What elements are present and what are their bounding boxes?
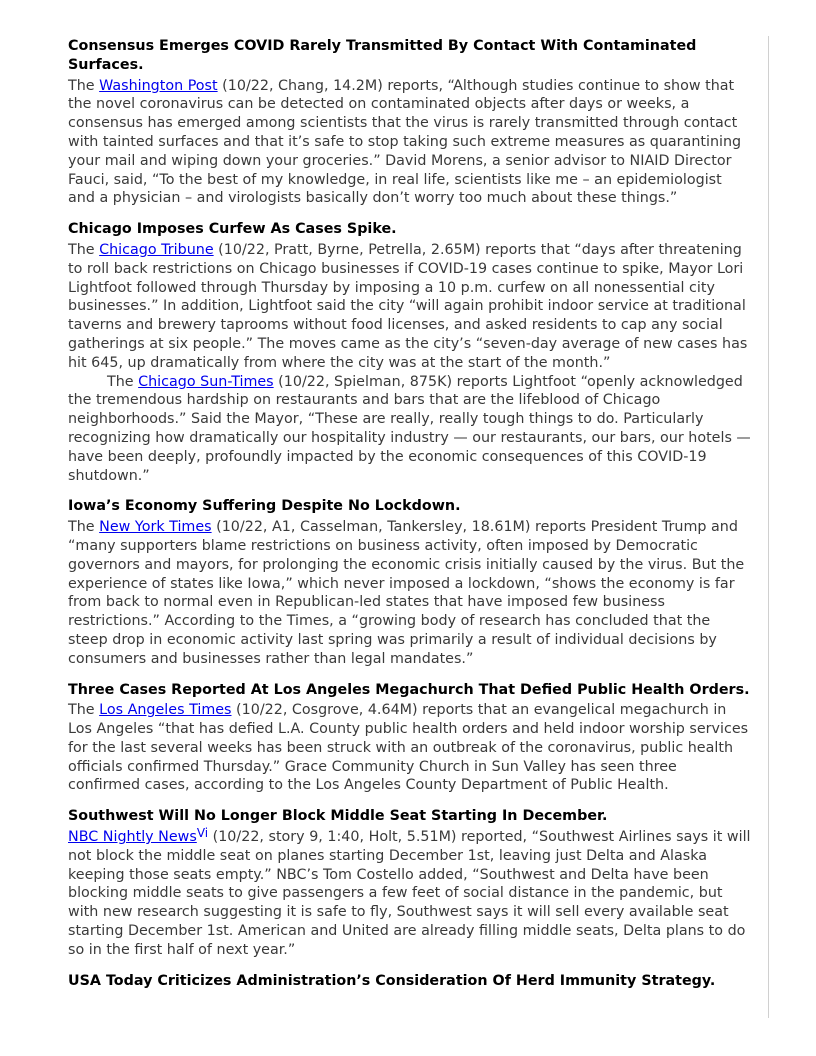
article-headline: Iowa’s Economy Suffering Despite No Lockdown.: [68, 498, 461, 515]
paragraph-body-text: (10/22, Chang, 14.2M) reports, “Although studies continue to show that the novel coronavirus can be detected on contaminated objects after days or weeks, a consensus has emerged among scientists that the virus is rarely transmitted through contact with tainted surfaces and that it’s safe to stop taking such extreme measures as quarantining your mail and wiping down your groceries.” David Morens, a senior advisor to NIAID Director Fauci, said, “To the best of my knowledge, in real life, scientists like me – an epidemiologist and a physician – and virologists basically don’t worry too much about these things.”: [68, 77, 742, 207]
source-link[interactable]: New York Times: [99, 519, 212, 536]
article-paragraph: [68, 77, 752, 209]
article-headline: Consensus Emerges COVID Rarely Transmitted By Contact With Contaminated Surfaces.: [68, 38, 697, 73]
source-link[interactable]: NBC Nightly News: [68, 829, 197, 846]
paragraph-lead-text: The: [68, 519, 100, 536]
paragraph-lead-text: The: [68, 702, 100, 719]
video-link-marker[interactable]: Vi: [196, 826, 209, 841]
paragraph-body-text: (10/22, Pratt, Byrne, Petrella, 2.65M) reports that “days after threatening to roll back restrictions on Chicago businesses if COVID-19 cases continue to spike, Mayor Lori Lightfoot followed through Thursday by imposing a 10 p.m. curfew on all nonessential city businesses.” In addition, Lightfoot said the city “will again prohibit indoor service at traditional taverns and brewery taprooms without food licenses, and asked residents to cap any social gatherings at six people.” The moves came as the city’s “seven-day average of new cases has hit 645, up dramatically from where the city was at the start of the month.”: [68, 241, 748, 371]
paragraph-lead-text: The: [107, 373, 139, 390]
article-headline: Chicago Imposes Curfew As Cases Spike.: [68, 221, 397, 238]
article-paragraph: [68, 241, 752, 373]
source-link[interactable]: Los Angeles Times: [99, 702, 232, 719]
paragraph-body-text: (10/22, A1, Casselman, Tankersley, 18.61M) reports President Trump and “many supporters blame restrictions on business activity, often imposed by Democratic governors and mayors, for prolonging the economic crisis initially caused by the virus. But the experience of states like Iowa,” which never imposed a lockdown, “shows the economy is far from back to normal even in Republican-led states that have imposed few business restrictions.” According to the Times, a “growing body of research has concluded that the steep drop in economic activity last spring was primarily a result of individual decisions by consumers and businesses rather than legal mandates.”: [68, 519, 745, 667]
paragraph-lead-text: The: [68, 77, 100, 94]
article-headline: Southwest Will No Longer Block Middle Seat Starting In December.: [68, 808, 608, 825]
paragraph-body-text: (10/22, Spielman, 875K) reports Lightfoot “openly acknowledged the tremendous hardship on restaurants and bars that are the lifeblood of Chicago neighborhoods.” Said the Mayor, “These are really, really tough things to do. Particularly recognizing how dramatically our hospitality industry — our restaurants, our bars, our hotels — have been deeply, profoundly impacted by the economic consequences of this COVID-19 shutdown.”: [68, 373, 751, 484]
article-paragraph: [68, 373, 752, 486]
paragraph-lead-text: The: [68, 241, 100, 258]
source-link[interactable]: Chicago Sun-Times: [138, 373, 274, 390]
column-border: [768, 36, 769, 1018]
source-link[interactable]: Washington Post: [99, 77, 218, 94]
article-paragraph: [68, 701, 752, 795]
paragraph-body-text: (10/22, story 9, 1:40, Holt, 5.51M) reported, “Southwest Airlines says it will not block the middle seat on planes starting December 1st, leaving just Delta and Alaska keeping those seats empty.” NBC’s Tom Costello added, “Southwest and Delta have been blocking middle seats to give passengers a few feet of social distance in the pandemic, but with new research suggesting it is safe to fly, Southwest says it will sell every available seat starting December 1st. American and United are already filling middle seats, Delta plans to do so in the first half of next year.”: [68, 829, 751, 958]
article-paragraph: [68, 828, 752, 960]
article-headline: Three Cases Reported At Los Angeles Megachurch That Defied Public Health Orders.: [68, 681, 750, 698]
newsletter-body: [68, 37, 752, 992]
article-headline: USA Today Criticizes Administration’s Consideration Of Herd Immunity Strategy.: [68, 972, 716, 989]
paragraph-body-text: (10/22, Cosgrove, 4.64M) reports that an evangelical megachurch in Los Angeles “that has defied L.A. County public health orders and held indoor worship services for the last several weeks has been struck with an outbreak of the coronavirus, public health officials confirmed Thursday.” Grace Community Church in Sun Valley has seen three confirmed cases, according to the Los Angeles County Department of Public Health.: [68, 702, 749, 794]
article-paragraph: [68, 518, 752, 668]
source-link[interactable]: Chicago Tribune: [99, 241, 214, 258]
